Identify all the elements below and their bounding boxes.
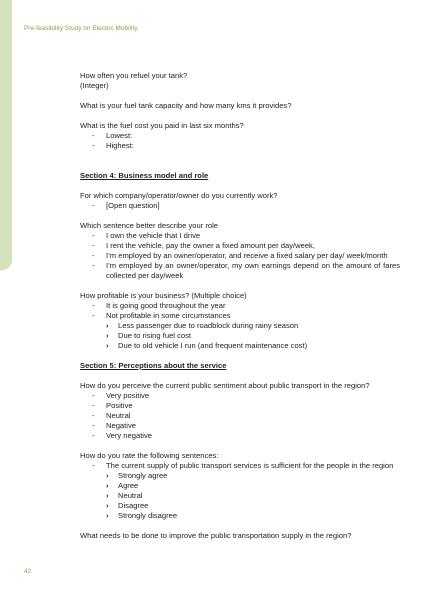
fuel-cost-list xyxy=(80,131,400,151)
list-item: - It is going good throughout the year xyxy=(80,301,400,311)
question-tank-capacity: What is your fuel tank capacity and how many kms it provides? xyxy=(80,101,292,110)
list-item-text: Not profitable in some circumstances xyxy=(106,311,231,320)
list-item: - Very negative xyxy=(80,431,400,441)
sub-list-item: › Disagree xyxy=(106,501,400,511)
list-item: - Negative xyxy=(80,421,400,431)
question-refuel: How often you refuel your tank? xyxy=(80,71,188,80)
list-item: - I’m employed by an owner/operator, and receive a fixed salary per day/ week/month xyxy=(80,251,400,261)
sub-list-item: › Strongly agree xyxy=(106,471,400,481)
question-fuel-cost: What is the fuel cost you paid in last six months? xyxy=(80,121,244,130)
list-item: - I rent the vehicle, pay the owner a fixed amount per day/week, xyxy=(80,241,400,251)
sub-list-item: › Agree xyxy=(106,481,400,491)
list-item: - Neutral xyxy=(80,411,400,421)
document-body xyxy=(80,71,400,541)
question-public-sentiment: How do you perceive the current public sentiment about public transport in the region? xyxy=(80,381,370,390)
list-item: - Very positive xyxy=(80,391,400,401)
question-improve-supply: What needs to be done to improve the public transportation supply in the region? xyxy=(80,531,352,540)
list-item: - Positive xyxy=(80,401,400,411)
section-4-heading: Section 4: Business model and role xyxy=(80,171,209,180)
side-accent-bar xyxy=(0,0,12,270)
rating-list xyxy=(80,461,400,521)
sub-list-item: › Strongly disagree xyxy=(106,511,400,521)
company-list xyxy=(80,201,400,211)
question-company: For which company/operator/owner do you currently work? xyxy=(80,191,278,200)
list-item: - [Open question] xyxy=(80,201,400,211)
sub-list-item: › Due to old vehicle I run (and frequent maintenance cost) xyxy=(106,341,400,351)
question-profitability: How profitable is your business? (Multiple choice) xyxy=(80,291,247,300)
role-list xyxy=(80,231,400,281)
list-item: - I’m employed by an owner/operator, my own earnings depend on the amount of fares collected per day/week xyxy=(80,261,400,281)
list-item xyxy=(80,461,400,521)
question-rate-sentences: How do you rate the following sentences: xyxy=(80,451,219,460)
list-item: - Highest: xyxy=(80,141,400,151)
list-item-text: The current supply of public transport services is sufficient for the people in the region xyxy=(106,461,394,470)
list-item: - Lowest: xyxy=(80,131,400,141)
question-refuel-note: (Integer) xyxy=(80,81,109,90)
sub-list-item: › Less passenger due to roadblock during rainy season xyxy=(106,321,400,331)
profitability-sub-list xyxy=(106,321,400,351)
list-item: - I own the vehicle that I drive xyxy=(80,231,400,241)
rating-scale-list xyxy=(106,471,400,521)
list-item xyxy=(80,311,400,351)
question-role: Which sentence better describe your role xyxy=(80,221,219,230)
sub-list-item: › Due to rising fuel cost xyxy=(106,331,400,341)
sub-list-item: › Neutral xyxy=(106,491,400,501)
profitability-list xyxy=(80,301,400,351)
page-number: 42 xyxy=(24,568,32,575)
section-5-heading: Section 5: Perceptions about the service xyxy=(80,361,227,370)
running-header: Pre-feasibility Study on Electric Mobility xyxy=(24,25,138,32)
sentiment-list xyxy=(80,391,400,441)
